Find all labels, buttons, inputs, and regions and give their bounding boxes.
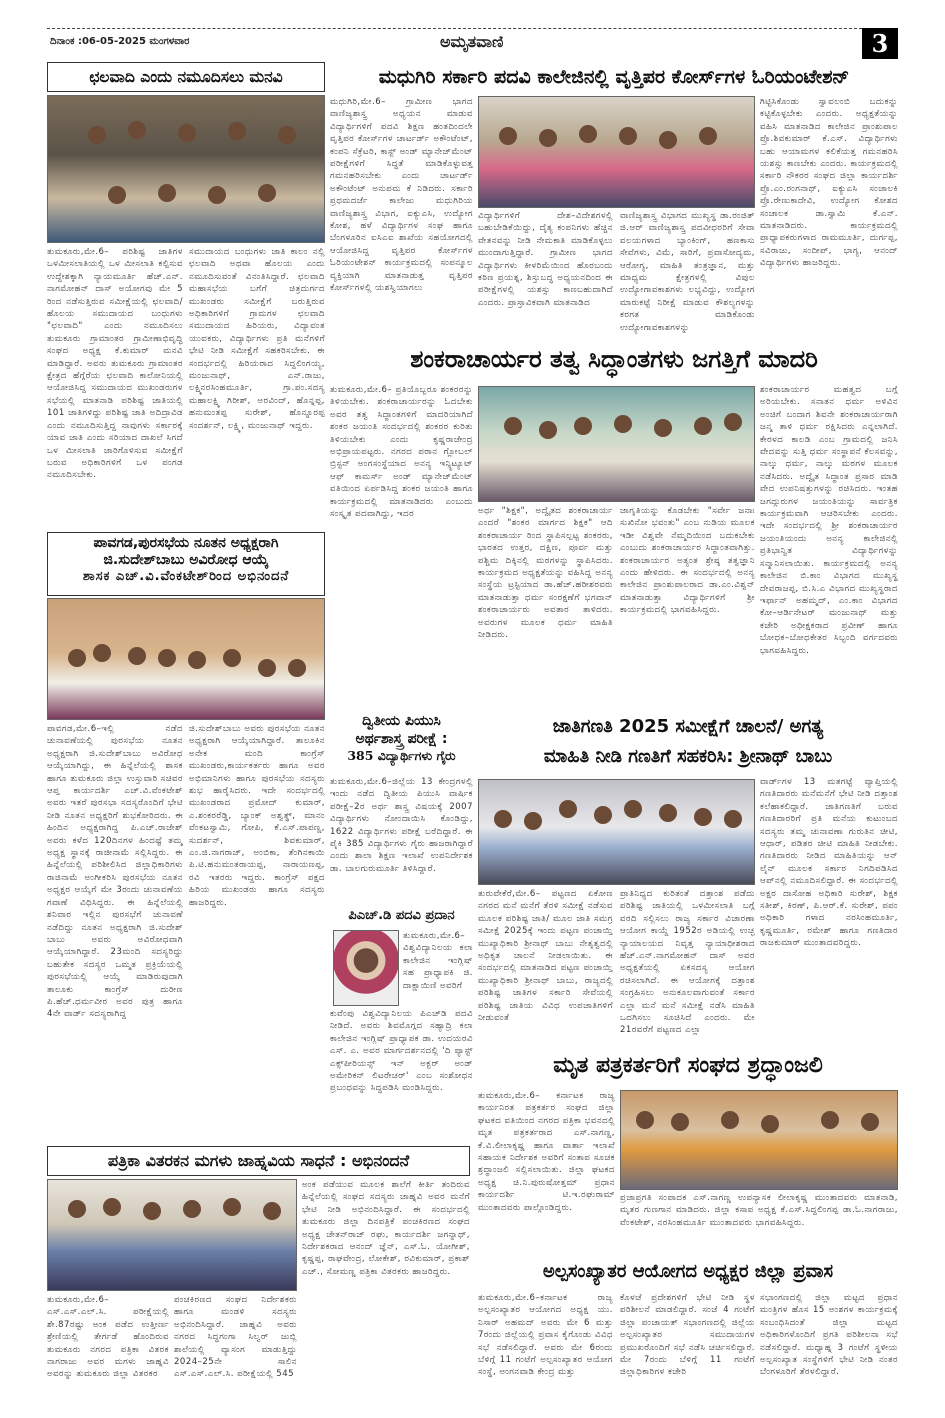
article-phd-side: ತುಮಕೂರು,ಮೇ.6– ವಿಶ್ವವಿದ್ಯಾನಿಲಯ ಕಲಾ ಕಾಲೇಜಿನ ಇಂಗ್ಲಿಷ್ ಸಹ ಪ್ರಾಧ್ಯಾಪಕಿ ಜಿ. ದಾಕ್ಷಾಯಿಣಿ ಅವರಿಗೆ bbox=[403, 931, 473, 991]
headline-chalavadi: ಛಲವಾದಿ ಎಂದು ನಮೂದಿಸಲು ಮನವಿ bbox=[47, 62, 325, 92]
article-pavagada-col2: ಜಿ.ಸುದೇಶ್‌ಬಾಬು ಅವರು ಪುರಸಭೆಯ ನೂತನ ಅಧ್ಯಕ್ಷರಾಗಿ ಆಯ್ಕೆಯಾಗಿದ್ದಾರೆ. ತಾಲೂಕಿನ ಅನೇಕ ಮಂದಿ ಕಾಂಗ್ರೆಸ್ ಮುಖಂಡರು,ಕಾರ್ಯಕರ್ತರು ಹಾಗೂ ಅವರ ಅಭಿಮಾನಿಗಳು ಹಾಗೂ ಪುರಸಭೆಯ ಸದಸ್ಯರು ಶುಭ ಹಾರೈಸಿದರು. ಇದೇ ಸಂದರ್ಭದಲ್ಲಿ ಮುಖಂಡರಾದ ಪ್ರಮೋದ್ ಕುಮಾರ್, ಎ.ಶಂಕರರೆಡ್ಡಿ, ಬ್ಯಾಂಕ್ ಅಶ್ವತ್ಥ್, ಮಾನಂ ವೆಂಕಟಸ್ವಾಮಿ, ಗೋಪಿ, ಕೆ.ಎಸ್.ಪಾಪಣ್ಣ, ಸುದರ್ಶನ್, ಶಿವಕುಮಾರ್, ಎಂ.ಜಿ.ನಾಗರಾಜ್, ಅಂಬಿಕಾ, ತೆಂಗಿನಕಾಯಿ ಪಿ.ಟಿ.ಹನುಮಂತರಾಯಪ್ಪ, ನಾರಾಯಣಪ್ಪ, ರವಿ ಇತರರು ಇದ್ದರು. ಕಾಂಗ್ರೆಸ್ ಪಕ್ಷದ ಹಿರಿಯ ಮುಖಂಡರು ಹಾಗೂ ಸದಸ್ಯರು ಹಾಜರಿದ್ದರು. bbox=[189, 724, 325, 908]
article-madhugiri-col1: ಮಧುಗಿರಿ,ಮೇ.6– ಗ್ರಾಮೀಣ ಭಾಗದ ವಾಣಿಜ್ಯಶಾಸ್ತ್ರ ಅಧ್ಯಯನ ಮಾಡುವ ವಿದ್ಯಾರ್ಥಿಗಳಿಗೆ ಪದವಿ ಶಿಕ್ಷಣ ಹಂತದಿಂದಲೇ ವೃತ್ತಿಪರ ಕೋರ್ಸ್‌ಗಳ ಚಾರ್ಟರ್ಡ್ ಅಕೌಂಟೆಂಟ್, ಕಂಪನಿ ಸೆಕ್ರೆಟರಿ, ಕಾಸ್ಟ್ ಅಂಡ್ ಮ್ಯಾನೇಜ್‌ಮೆಂಟ್ ಪರೀಕ್ಷೆಗಳಿಗೆ ಸಿದ್ಧತೆ ಮಾಡಿಕೊಳ್ಳುವತ್ತ ಗಮನಹರಿಸಬೇಕು ಎಂದು ಚಾರ್ಟರ್ಡ್ ಅಕೌಂಟೆಂಟ್ ಅನುಪಮ ಕೆ ನಿಡಿದರು. ಸರ್ಕಾರಿ ಪ್ರಥಮದರ್ಜೆ ಕಾಲೇಜು ಮಧುಗಿರಿಯ ವಾಣಿಜ್ಯಶಾಸ್ತ್ರ ವಿಭಾಗ, ಐಕ್ಯುಎಸಿ, ಉದ್ಯೋಗ ಕೋಶ, ಹಳೆ ವಿದ್ಯಾರ್ಥಿಗಳ ಸಂಘ ಹಾಗೂ ಬೆಂಗಳೂರಿನ ಐಸಿಎಐ ಶಾಖೆಯ ಸಹಯೋಗದಲ್ಲಿ ಆಯೋಜಿಸಿದ್ದ ವೃತ್ತಿಪರ ಕೋರ್ಸ್‌ಗಳ ಓರಿಯಂಟೇಶನ್ ಕಾರ್ಯಕ್ರಮದಲ್ಲಿ ಸಂಪನ್ಮೂಲ ವ್ಯಕ್ತಿಯಾಗಿ ಮಾತನಾಡುತ್ತ ವೃತ್ತಿಪರ ಕೋರ್ಸ್‌ಗಳಲ್ಲಿ ಯಶಸ್ವಿಯಾಗಲು bbox=[330, 97, 473, 294]
headline-janhavi: ಪತ್ರಿಕಾ ವಿತರಕನ ಮಗಳು ಜಾಹ್ನವಿಯ ಸಾಧನೆ : ಅಭಿನಂದನೆ bbox=[47, 1146, 470, 1176]
article-janhavi-col1: ತುಮಕೂರು,ಮೇ.6– ಎಸ್.ಎಸ್.ಎಲ್.ಸಿ. ಪರೀಕ್ಷೆಯಲ್ಲಿ ಶೇ.87ರಷ್ಟು ಅಂಕ ಪಡೆದ ಉತ್ತೀರ್ಣ ಶ್ರೇಣಿಯಲ್ಲಿ ತೇರ್ಗಡೆ ಹೊಂದಿರುವ ತುಮಕೂರು ನಗರದ ಪತ್ರಿಕಾ ವಿತರಕ ನಾಗರಾಜು ಅವರ ಮಗಳು ಜಾಹ್ನವಿ ಅವರನ್ನು ತುಮಕೂರು ಜಿಲ್ಲಾ ವಿತರಕರ bbox=[47, 1295, 169, 1380]
headline-pavagada-line3: ಶಾಸಕ ಎಚ್.ವಿ.ವೆಂಕಟೇಶ್‌ರಿಂದ ಅಭಿನಂದನೆ bbox=[82, 568, 290, 584]
article-janhavi-col3: ಅಂಕ ಪಡೆಯುವ ಮೂಲಕ ಶಾಲೆಗೆ ಕೀರ್ತಿ ತಂದಿರುವ ಹಿನ್ನೆಲೆಯಲ್ಲಿ ಸಂಘದ ಸದಸ್ಯರು ಜಾಹ್ನವಿ ಅವರ ಮನೆಗೆ ಭೇಟಿ ನೀಡಿ ಅಭಿನಂದಿಸಿದ್ದಾರೆ. ಈ ಸಂದರ್ಭದಲ್ಲಿ ತುಮಕೂರು ಜಿಲ್ಲಾ ದಿನಪತ್ರಿಕೆ ಪಂಚಕಿರಣದ ಸಂಘದ ಅಧ್ಯಕ್ಷ ಚೇತನ್‌ರಾಜ್ ರಘು, ಕಾರ್ಯದರ್ಶಿ ಜಗನ್ನಾಥ್, ನಿರ್ದೇಶಕರಾದ ಆನಂದ್ ಜ್ಞೆನ್, ಎಸ್.ಓ. ಯೋಗೀಶ್, ಕೃಷ್ಣಪ್ಪ, ರಾಘವೇಂದ್ರ, ಲೋಕೇಶ್, ರವಿಕುಮಾರ್, ಪ್ರಕಾಶ್ ಎಚ್., ಸೋಮಣ್ಣ ಪತ್ರಿಕಾ ವಿತರಕರು ಹಾಜರಿದ್ದರು. bbox=[302, 1180, 470, 1277]
article-tribute-caption: ಪ್ರಜಾಪ್ರಗತಿ ಸಂಪಾದಕ ಎಸ್.ನಾಗಣ್ಣ ಉಪನ್ಯಾಸಕ ಲೀಲಾಕೃಷ್ಣ ಮುಂತಾದವರು ಮಾತನಾಡಿ, ಮೃತರ ಗುಣಗಾನ ಮಾಡಿದರು. ಜಿಲ್ಲಾ ಕಸಾಪ ಅಧ್ಯಕ್ಷ ಕೆ.ಎಸ್.ಸಿದ್ದಲಿಂಗಪ್ಪ ಡಾ.ಓ.ನಾಗರಾಜು, ವೆಂಕಟೇಶ್, ನರಸಿಂಹಮೂರ್ತಿ ಮುಂತಾದವರು ಭಾಗವಹಿಸಿದ್ದರು. bbox=[620, 1193, 898, 1228]
article-chalavadi-col2: ಸಮುದಾಯದ ಬಂಧುಗಳು ಜಾತಿ ಕಾಲಂ ನಲ್ಲಿ ಛಲವಾದಿ ಅಥವಾ ಹೊಲಯ ಎಂದು ನಮೂದಿಸುವಂತೆ ವಿನಂತಿಸಿದ್ದಾರೆ. ಛಲವಾದಿ ಮಹಾಸಭೆಯ ಬಗೆಗೆ ಚಿತ್ರದುರ್ಗದ ಮುಖಂಡರು ಸಮೀಕ್ಷೆಗೆ ಬರುತ್ತಿರುವ ಅಧಿಕಾರಿಗಳಿಗೆ ಗ್ರಾಮಗಳ ಛಲವಾದಿ ಸಮುದಾಯದ ಹಿರಿಯರು, ವಿದ್ಯಾವಂತ ಯುವಕರು, ವಿದ್ಯಾರ್ಥಿಗಳು ಪ್ರತಿ ಮನೆಗಳಿಗೆ ಭೇಟಿ ನೀಡಿ ಸಮೀಕ್ಷೆಗೆ ಸಹಕರಿಸಬೇಕು. ಈ ಸಂದರ್ಭದಲ್ಲಿ ಹಿರಿಯರಾದ ಸಿದ್ದಲಿಂಗಯ್ಯ, ಮಂಜುನಾಥ್, ಎನ್.ರಾಜು, ಲಕ್ಷ್ಮಿನರಸಿಂಹಮೂರ್ತಿ, ಗ್ರಾ.ಪಂ.ಸದಸ್ಯ ಮಹಾಲಕ್ಷ್ಮಿ ಗಿರೀಶ್, ಅರವಿಂದ್, ಹೊನ್ನಪ್ಪ, ಹನುಮಂತಪ್ಪ ಸುರೇಶ್, ಹೊನ್ನೂರಪ್ಪ ಸಂದರ್ಶನ್, ಲಕ್ಷ್ಮಿ, ಮಂಜುನಾಥ್ ಇದ್ದರು. bbox=[189, 247, 325, 431]
headline-pavagada-line2: ಜಿ.ಸುದೇಶ್‌ಬಾಬು ಅವಿರೋಧ ಆಯ್ಕೆ bbox=[103, 551, 269, 568]
article-shankara-col1: ತುಮಕೂರು,ಮೇ.6– ಪ್ರತಿಯೊಬ್ಬರೂ ಶಂಕರರನ್ನು ತಿಳಿಯಬೇಕು. ಶಂಕರಾಚಾರ್ಯರನ್ನು ಓದಬೇಕು ಅವರ ತತ್ವ ಸಿದ್ಧಾಂತಗಳಿಗೆ ಮಾದರಿಯಾಗಿದೆ ಶಂಕರ ಜಯಂತಿ ಸಂದರ್ಭದಲ್ಲಿ ಶಂಕರರ ಕುರಿತು ತಿಳಿಯಬೇಕು ಎಂದು ಕೃಷ್ಣರಾಜೇಂದ್ರ ಅಭಿಪ್ರಾಯಪಟ್ಟರು. ನಗರದ ಪರಾನ ಗ್ಲೋಬಲ್ ಬ್ರಿಸ್ಟನ್ ಅಂಗಸಂಸ್ಥೆಯಾದ ಅನನ್ಯ ಇನ್ಸ್ಟಿಟ್ಯೂಟ್ ಆಫ್ ಕಾಮರ್ಸ್ ಅಂಡ್ ಮ್ಯಾನೇಜ್‌ಮೆಂಟ್ ವತಿಯಿಂದ ಏರ್ಪಡಿಸಿದ್ದ ಶಂಕರ ಜಯಂತಿ ಹಾಗೂ ಕಾರ್ಯಕ್ರಮದಲ್ಲಿ ಮಾತನಾಡಿದರು ಎಂಬುದು ಸಂಸ್ಕೃತ ಪದವಾಗಿದ್ದು, ಇದರ bbox=[330, 385, 473, 520]
article-minority-col1: ತುಮಕೂರು,ಮೇ.6–ಕರ್ನಾಟಕ ರಾಜ್ಯ ಅಲ್ಪಸಂಖ್ಯಾತರ ಆಯೋಗದ ಅಧ್ಯಕ್ಷ ಯು. ನಿಸಾರ್ ಅಹಮದ್ ಅವರು ಮೇ 6 ಮತ್ತು 7ರಂದು ಜಿಲ್ಲೆಯಲ್ಲಿ ಪ್ರವಾಸ ಕೈಗೊಂಡು ವಿವಿಧ ಸಭೆ ನಡೆಸಲಿದ್ದಾರೆ. ಅವರು ಮೇ 6ರಂದು ಬೆಳಿಗ್ಗೆ 11 ಗಂಟೆಗೆ ಅಲ್ಪಸಂಖ್ಯಾತರ ಆಯೋಗ ಸಂಸ್ಥೆ, ಅಂಗನವಾಡಿ ಕೇಂದ್ರ ಮತ್ತು bbox=[478, 1293, 613, 1378]
headline-minority-commission: ಅಲ್ಪಸಂಖ್ಯಾತರ ಆಯೋಗದ ಅಧ್ಯಕ್ಷರ ಜಿಲ್ಲಾ ಪ್ರವಾಸ bbox=[542, 1261, 834, 1282]
article-shankara-col4: ಶಂಕರಾಚಾರ್ಯರ ಮಹತ್ವದ ಬಗ್ಗೆ ಅರಿಯಬೇಕು. ಸನಾತನ ಧರ್ಮ ಅಳಿವಿನ ಅಂಚಿಗೆ ಬಂದಾಗ ಶಿವನೇ ಶಂಕರಾಚಾರ್ಯರಾಗಿ ಜನ್ಮ ತಾಳಿ ಧರ್ಮ ರಕ್ಷಿಸಿದರು ಎನ್ನಲಾಗಿದೆ. ಕೇರಳದ ಕಾಲಡಿ ಎಂಬ ಗ್ರಾಮದಲ್ಲಿ ಜನಿಸಿ ವೇದವನ್ನು ಸುತ್ತಿ ಧರ್ಮ ಸಂಸ್ಥಾಪನೆ ಕೆಲಸವನ್ನು, ನಾಲ್ಕು ಧರ್ಮ, ನಾಲ್ಕು ಮಠಗಳ ಮೂಲಕ ನಡೆಸಿದರು. ಅದ್ವೈತ ಸಿದ್ಧಾಂತ ಪ್ರಸಾರ ಮಾಡಿ ವೇದ ಉಪನಿಷತ್ತುಗಳನ್ನು ರಚಿಸಿದರು. ಇಂತಹ ಜಗದ್ಗುರುಗಳ ಜಯಂತಿಯನ್ನು ಸಾರ್ವತ್ರಿಕ ಕಾರ್ಯಕ್ರಮವಾಗಿ ಆಚರಿಸಬೇಕು ಎಂದರು. ಇದೇ ಸಂದರ್ಭದಲ್ಲಿ ಶ್ರೀ ಶಂಕರಾಚಾರ್ಯರ ಜಯಂತಿಯಂದು ಅನನ್ಯ ಕಾಲೇಜಿನಲ್ಲಿ ಪ್ರತಿಭಾನ್ವಿತ ವಿದ್ಯಾರ್ಥಿಗಳನ್ನು ಸನ್ಮಾನಿಸಲಾಯಿತು. ಕಾರ್ಯಕ್ರಮದಲ್ಲಿ ಅನನ್ಯ ಕಾಲೇಜಿನ ಬಿ.ಕಾಂ ವಿಭಾಗದ ಮುಖ್ಯಸ್ಥ ದೇವರಾಜಪ್ಪ, ಬಿ.ಸಿ.ಎ ವಿಭಾಗದ ಮುಖ್ಯಸ್ಥರಾದ ಇರ್ಫಾನ್ ಅಹಮ್ಮದ್, ಎಂ.ಕಾಂ ವಿಭಾಗದ ಕೋ–ಆರ್ಡಿನೇಟರ್ ಮಂಜುನಾಥ್ ಮತ್ತು ಕಚೇರಿ ಅಧೀಕ್ಷಕರಾದ ಪ್ರವೀಣ್ ಹಾಗೂ ಬೋಧಕ–ಬೋಧಕೇತರ ಸಿಬ್ಬಂದಿ ವರ್ಗದವರು ಭಾಗವಹಿಸಿದ್ದರು. bbox=[760, 385, 898, 656]
article-census-col1: ತುರುವೇಕೆರೆ,ಮೇ.6– ಪಟ್ಟಣದ ಏಕೋಣ ನಗರದ ಮನೆ ಮನೆಗೆ ತೆರಳಿ ಸಮೀಕ್ಷೆ ನಡೆಸುವ ಮೂಲಕ ಪರಿಶಿಷ್ಟ ಜಾತಿ/ ಮೂಲ ಜಾತಿ ಸಮಗ್ರ ಸಮೀಕ್ಷೆ 2025ಕ್ಕೆ ಇಂದು ಪಟ್ಟಣ ಪಂಚಾಯ್ತಿ ಮುಖ್ಯಾಧಿಕಾರಿ ಶ್ರೀನಾಥ್ ಬಾಬು ನೇತೃತ್ವದಲ್ಲಿ ಅಧಿಕೃತ ಚಾಲನೆ ನೀಡಲಾಯಿತು. ಈ ಸಂದರ್ಭದಲ್ಲಿ ಮಾತನಾಡಿದ ಪಟ್ಟಣ ಪಂಚಾಯ್ತಿ ಮುಖ್ಯಾಧಿಕಾರಿ ಶ್ರೀನಾಥ್ ಬಾಬು, ರಾಜ್ಯದಲ್ಲಿ ಪರಿಶಿಷ್ಟ ಜಾತಿಗಳ ಸರ್ಕಾರಿ ಸೇವೆಯಲ್ಲಿ ಪರಿಶಿಷ್ಟ ಜಾತಿಯ ವಿವಿಧ ಉಪಜಾತಿಗಳಿಗೆ ನೀಡುವಂತೆ bbox=[478, 889, 613, 1024]
photo-pavagada-felicitation bbox=[47, 598, 325, 720]
article-puc-body: ತುಮಕೂರು,ಮೇ.6–ಜಿಲ್ಲೆಯ 13 ಕೇಂದ್ರಗಳಲ್ಲಿ ಇಂದು ನಡೆದ ದ್ವಿತೀಯ ಪಿಯುಸಿ ವಾರ್ಷಿಕ ಪರೀಕ್ಷೆ–2ರ ಅರ್ಥ ಶಾಸ್ತ್ರ ವಿಷಯಕ್ಕೆ 2007 ವಿದ್ಯಾರ್ಥಿಗಳು ನೋಂದಾಯಿಸಿ ಕೊಂಡಿದ್ದು, 1622 ವಿದ್ಯಾರ್ಥಿಗಳು ಪರೀಕ್ಷೆ ಬರೆದಿದ್ದಾರೆ. ಈ ಪೈಕಿ 385 ವಿದ್ಯಾರ್ಥಿಗಳು ಗೈರು ಹಾಜರಾಗಿದ್ದಾರೆ ಎಂದು ಶಾಲಾ ಶಿಕ್ಷಣ ಇಲಾಖೆ ಉಪನಿರ್ದೇಶಕ ಡಾ. ಬಾಲಗುರುಮೂರ್ತಿ ತಿಳಿಸಿದ್ದಾರೆ. bbox=[330, 777, 473, 874]
headline-puc-line3: 385 ವಿದ್ಯಾರ್ಥಿಗಳು ಗೈರು bbox=[347, 748, 456, 764]
photo-madhugiri-orientation bbox=[478, 96, 755, 208]
article-shankara-col2: ಅರ್ಥ "ಶಿಕ್ಷಕ", ಅದ್ವೈತದ ಶಂಕರಾಚಾರ್ಯ ಎಂದರೆ "ಶಂಕರ ಮಾರ್ಗದ ಶಿಕ್ಷಕ" ಆದಿ ಶಂಕರಾಚಾರ್ಯ ರಿಂದ ಸ್ಥಾಪಿಸಲ್ಪಟ್ಟ ಶಂಕರರು, ಭಾರತದ ಉತ್ತರ, ದಕ್ಷಿಣ, ಪೂರ್ವ ಮತ್ತು ಪಶ್ಚಿಮ ದಿಕ್ಕಿನಲ್ಲಿ ಮಠಗಳನ್ನು ಸ್ಥಾಪಿಸಿದರು. ಕಾರ್ಯಕ್ರಮದ ಅಧ್ಯಕ್ಷತೆಯನ್ನು ವಹಿಸಿದ್ದ ಅನನ್ಯ ಸಂಸ್ಥೆಯ ಟ್ರಸ್ಟಿಯಾದ ಡಾ.ಹೆಚ್.ಹರೀಶರವರು ಮಾತನಾಡುತ್ತಾ ಧರ್ಮ ಸಂರಕ್ಷಣೆಗೆ ಭಗವಾನ್ ಶಂಕರಾಚಾರ್ಯರು ಅವತಾರ ತಾಳಿದರು. ಅವರುಗಳ ಮೂಲಕ ಧರ್ಮ ಮಾಹಿತಿ ನೀಡಿದರು. bbox=[478, 506, 613, 641]
article-madhugiri-col2: ವಿದ್ಯಾರ್ಥಿಗಳಿಗೆ ದೇಶ–ವಿದೇಶಗಳಲ್ಲಿ ಬಹುಬೇಡಿಕೆಯಿದ್ದು, ದೈತ್ಯ ಕಂಪನಿಗಳು ಹೆಚ್ಚಿನ ವೇತನವನ್ನು ನೀಡಿ ನೇಮಕಾತಿ ಮಾಡಿಕೊಳ್ಳಲು ಮುಂದಾಗುತ್ತಿದ್ದಾರೆ. ಗ್ರಾಮೀಣ ಭಾಗದ ವಿದ್ಯಾರ್ಥಿಗಳು ಕೀಳರಿಮೆಯಿಂದ ಹೊರಬಂದು ಕಠಿಣ ಪ್ರಯತ್ನ, ಶಿಸ್ತುಬದ್ಧ ಅಧ್ಯಯನದಿಂದ ಈ ಪರೀಕ್ಷೆಗಳಲ್ಲಿ ಯಶಸ್ಸು ಕಾಣಬಹುದಾಗಿದೆ ಎಂದರು. ಪ್ರಾಸ್ತಾವಿಕವಾಗಿ ಮಾತನಾಡಿದ bbox=[478, 211, 613, 308]
article-tribute-body: ತುಮಕೂರು,ಮೇ.6– ಕರ್ನಾಟಕ ರಾಜ್ಯ ಕಾರ್ಯನಿರತ ಪತ್ರಕರ್ತರ ಸಂಘದ ಜಿಲ್ಲಾ ಘಟಕದ ವತಿಯಿಂದ ನಗರದ ಪತ್ರಿಕಾ ಭವನದಲ್ಲಿ ಮೃತ ಪತ್ರಕರ್ತರಾದ ಎಸ್.ನಾಗಣ್ಣ, ಕೆ.ವಿ.ಲೀಲಾಕೃಷ್ಣ ಹಾಗೂ ವಾರ್ತಾ ಇಲಾಖೆ ಸಹಾಯಕ ನಿರ್ದೇಶಕ ಅವರಿಗೆ ಸಂತಾಪ ಸೂಚಕ ಶ್ರದ್ಧಾಂಜಲಿ ಸಲ್ಲಿಸಲಾಯಿತು. ಜಿಲ್ಲಾ ಘಟಕದ ಅಧ್ಯಕ್ಷ ಚಿ.ನಿ.ಪುರುಷೋತ್ತಮ್ ಪ್ರಧಾನ ಕಾರ್ಯದರ್ಶಿ ಟಿ.ಇ.ರಘುರಾಮ್ ಮುಂತಾದವರು ಪಾಲ್ಗೊಂಡಿದ್ದರು. bbox=[478, 1091, 615, 1213]
headline-caste-census bbox=[478, 712, 898, 772]
headline-puc-exam bbox=[330, 712, 473, 765]
article-janhavi-col2: ಪಂಚಕಿರಣದ ಸಂಘದ ನಿರ್ದೇಶಕರು ಹಾಗೂ ಮಂಡಳಿ ಸದಸ್ಯರು ಅಭಿನಂದಿಸಿದ್ದಾರೆ. ಜಾಹ್ನವಿ ಅವರು ನಗರದ ಸಿದ್ಧಗಂಗಾ ಸಿಲ್ವರ್ ಜುಬ್ಲಿ ಶಾಲೆಯಲ್ಲಿ ವ್ಯಾಸಂಗ ಮಾಡುತ್ತಿದ್ದು 2024–25ನೇ ಸಾಲಿನ ಎಸ್.ಎಸ್.ಎಲ್.ಸಿ. ಪರೀಕ್ಷೆಯಲ್ಲಿ 545 bbox=[174, 1295, 297, 1380]
headline-madhugiri: ಮಧುಗಿರಿ ಸರ್ಕಾರಿ ಪದವಿ ಕಾಲೇಜಿನಲ್ಲಿ ವೃತ್ತಿಪರ ಕೋರ್ಸ್‌ಗಳ ಓರಿಯಂಟೇಶನ್ bbox=[378, 66, 850, 88]
photo-chalavadi-meeting bbox=[47, 95, 325, 243]
article-madhugiri-col4: ಗಿಟ್ಟಿಸಿಕೊಂಡು ಸ್ವಾವಲಂಬಿ ಬದುಕನ್ನು ಕಟ್ಟಿಕೊಳ್ಳಬೇಕು ಎಂದರು. ಅಧ್ಯಕ್ಷತೆಯನ್ನು ವಹಿಸಿ ಮಾತನಾಡಿದ ಕಾಲೇಜಿನ ಪ್ರಾಂಶುಪಾಲ ಪ್ರೊ.ಶಿವಕುಮಾರ್ ಕೆ.ಎಸ್. ವಿದ್ಯಾರ್ಥಿಗಳು ಬಹು ಆಯಾಮಗಳ ಕಲಿಕೆಯತ್ತ ಗಮನಹರಿಸಿ ಯಶಸ್ಸು ಕಾಣಬೇಕು ಎಂದರು. ಕಾರ್ಯಕ್ರಮದಲ್ಲಿ ಸರ್ಕಾರಿ ನೌಕರರ ಸಂಘದ ಜಿಲ್ಲಾ ಕಾರ್ಯದರ್ಶಿ ಪ್ರೊ.ಎಂ.ರಂಗನಾಥ್, ಐಕ್ಯುಎಸಿ ಸಂಚಾಲಕಿ ಪ್ರೊ.ರೇಣುಕಾದೇವಿ, ಉದ್ಯೋಗ ಕೋಶದ ಸಂಚಾಲಕ ಡಾ.ಸ್ವಾಮಿ ಕೆ.ಎನ್. ಮಾತನಾಡಿದರು. ಕಾರ್ಯಕ್ರಮದಲ್ಲಿ ಪ್ರಾಧ್ಯಾಪಕರುಗಳಾದ ರಾಮಮೂರ್ತಿ, ದುರ್ಗಪ್ಪ, ಸವಿರಾಜು, ಸಂದೀಪ್, ಭಾಗ್ಯ, ಆನಂದ್ ವಿದ್ಯಾರ್ಥಿಗಳು ಹಾಜರಿದ್ದರು. bbox=[760, 97, 898, 269]
headline-census-line1: ಜಾತಿಗಣತಿ 2025 ಸಮೀಕ್ಷೆಗೆ ಚಾಲನೆ/ ಅಗತ್ಯ bbox=[552, 716, 824, 737]
headline-puc-line1: ದ್ವಿತೀಯ ಪಿಯುಸಿ bbox=[362, 713, 441, 729]
photo-tribute bbox=[620, 1090, 898, 1190]
photo-shankara-jayanti bbox=[478, 386, 755, 502]
article-census-col3: ವಾರ್ಡ್‌ಗಳ 13 ಮತಗಟ್ಟೆ ವ್ಯಾಪ್ತಿಯಲ್ಲಿ ಗಣತಿದಾರರು ಮನೆಮನೆಗೆ ಭೇಟಿ ನೀಡಿ ದತ್ತಾಂಶ ಕಲೆಹಾಕಲಿದ್ದಾರೆ. ಜಾತಿಗಣತಿಗೆ ಬರುವ ಗಣತಿದಾರರಿಗೆ ಪ್ರತಿ ಮನೆಯ ಕುಟುಂಬದ ಸದಸ್ಯರು ತಮ್ಮ ಚುನಾವಣಾ ಗುರುತಿನ ಚೀಟಿ, ಆಧಾರ್, ಪಡಿತರ ಚೀಟಿ ಮಾಹಿತಿ ನೀಡಬೇಕು. ಗಣತಿದಾರರು ನೀಡಿದ ಮಾಹಿತಿಯನ್ನು ಆನ್ ಲೈನ್ ಮೂಲಕ ಸರ್ಕಾರ ನಿಗದಿಪಡಿಸಿದ ಆಪ್‌ನಲ್ಲಿ ನಮೂದಿಸಲಿದ್ದಾರೆ. ಈ ಸಂದರ್ಭದಲ್ಲಿ ಅಕ್ಷರ ದಾಸೋಹ ಅಧಿಕಾರಿ ಸುರೇಶ್, ಶಿಕ್ಷಕ ಸತೀಶ್, ಕಿರಣ್, ಪಿ.ಆರ್.ಕೆ. ಸುರೇಶ್, ಪಪಂ ಅಧಿಕಾರಿ ಗಳಾದ ನರಸಿಂಹಮೂರ್ತಿ, ಕೃಷ್ಣಮೂರ್ತಿ, ರಮೇಶ್ ಹಾಗೂ ಗಣತಿದಾರ ರಾಜಕುಮಾರ್ ಮುಂತಾದವರಿದ್ದರು. bbox=[760, 777, 898, 949]
headline-census-line2: ಮಾಹಿತಿ ನೀಡಿ ಗಣತಿಗೆ ಸಹಕರಿಸಿ: ಶ್ರೀನಾಥ್ ಬಾಬು bbox=[543, 746, 833, 767]
masthead: ಅಮೃತವಾಣಿ bbox=[440, 32, 504, 51]
photo-dakshayini-portrait bbox=[333, 930, 399, 1006]
article-pavagada-col1: ಪಾವಗಡ,ಮೇ.6–ಇಲ್ಲಿ ನಡೆದ ಚುನಾವಣೆಯಲ್ಲಿ ಪುರಸಭೆಯ ನೂತನ ಅಧ್ಯಕ್ಷರಾಗಿ ಜಿ.ಸುದೇಶ್‌ಬಾಬು ಅವಿರೋಧ ಆಯ್ಕೆಯಾಗಿದ್ದು, ಈ ಹಿನ್ನೆಲೆಯಲ್ಲಿ ಶಾಸಕ ಹಾಗೂ ತುಮಕೂರು ಜಿಲ್ಲಾ ಉಸ್ತುವಾರಿ ಸಚಿವರ ಆಪ್ತ ಕಾರ್ಯದರ್ಶಿ ಎಚ್.ವಿ.ವೆಂಕಟೇಶ್ ಅವರು ಇತರೆ ಪುರಸಭಾ ಸದಸ್ಯರೊಂದಿಗೆ ಭೇಟಿ ನೀಡಿ ನೂತನ ಅಧ್ಯಕ್ಷರಿಗೆ ಶುಭಕೋರಿದರು. ಈ ಹಿಂದಿನ ಅಧ್ಯಕ್ಷರಾಗಿದ್ದ ಪಿ.ಎಚ್.ರಾಜೇಶ್ ಅವರು ಕಳೆದ 120ದಿನಗಳ ಹಿಂದಷ್ಟೆ ತಮ್ಮ ಅಧ್ಯಕ್ಷ ಸ್ಥಾನಕ್ಕೆ ರಾಜೀನಾಮೆ ಸಲ್ಲಿಸಿದ್ದರು. ಈ ಹಿನ್ನೆಲೆಯಲ್ಲಿ ಪರಿಶೀಲಿಸಿದ ಜಿಲ್ಲಾಧಿಕಾರಿಗಳು ರಾಜಿನಾಮೆ ಅಂಗೀಕರಿಸಿ ಪುರಸಭೆಯ ನೂತನ ಅಧ್ಯಕ್ಷರ ಆಯ್ಕೆಗೆ ಮೇ 3ರಂದು ಚುನಾವಣೆಯ ಗವಾಣೆ ವಿಧಿಸಿದ್ದರು. ಈ ಹಿನ್ನೆಲೆಯಲ್ಲಿ ಶನಿವಾರ ಇಲ್ಲಿನ ಪುರಸಭೆಗೆ ಚುನಾವಣೆ ನಡೆದಿದ್ದು ನೂತನ ಅಧ್ಯಕ್ಷರಾಗಿ ಜಿ.ಸುದೇಶ್ ಬಾಬು ಅವರು ಅವಿರೋಧವಾಗಿ ಆಯ್ಕೆಯಾಗಿದ್ದಾರೆ. 23ಮಂದಿ ಸದಸ್ಯರಿದ್ದು ಬಹುತೇಕ ಸದಸ್ಯರ ಒಮ್ಮತ ಪ್ರಕ್ರಿಯೆಯಲ್ಲಿ ಪುರಸಭೆಯಲ್ಲಿ ಆಯ್ಕೆ ಮಾಡಿರುವುದಾಗಿ ತಾಲೂಕು ಕಾಂಗ್ರೆಸ್ ದುರೀಣ ಪಿ.ಹೆಚ್.ಧರ್ಮವೀರ ಅವರ ಪುತ್ರ ಹಾಗೂ 4ನೇ ವಾರ್ಡ್ ಸದಸ್ಯರಾಗಿದ್ದ bbox=[47, 724, 183, 1020]
headline-box-pavagada bbox=[47, 532, 325, 596]
photo-janhavi bbox=[47, 1179, 297, 1291]
article-chalavadi-col1: ತುಮಕೂರು,ಮೇ.6– ಪರಿಶಿಷ್ಟ ಜಾತಿಗಳ ಒಳಮೀಸಲಾತಿಯಲ್ಲಿ ಒಳ ಮೀಸಲಾತಿ ಕಲ್ಪಿಸುವ ಉದ್ದೇಶಕ್ಕಾಗಿ ನ್ಯಾಯಮೂರ್ತಿ ಹೆಚ್.ಎನ್. ನಾಗಮೋಹನ್ ದಾಸ್ ಅಯೋಗವು ಮೇ 5 ರಿಂದ ನಡೆಸುತ್ತಿರುವ ಸಮೀಕ್ಷೆಯಲ್ಲಿ ಛಲವಾದಿ/ ಹೊಲಯ ಸಮುದಾಯದ ಬಂಧುಗಳು "ಛಲವಾದಿ" ಎಂದು ನಮೂದಿಸಲು ತುಮಕೂರು ಗ್ರಾಮಾಂತರ ಗ್ರಾಮೀಣಾಭಿವೃದ್ಧಿ ಸಂಘದ ಅಧ್ಯಕ್ಷ ಕೆ.ಕುಮಾರ್ ಮನವಿ ಮಾಡಿದ್ದಾರೆ. ಅವರು ತುಮಕೂರು ಗ್ರಾಮಾಂತರ ಕ್ಷೇತ್ರದ ಹೆಗ್ಗೆರೆಯ ಛಲವಾದಿ ಕಾಲೋನಿಯಲ್ಲಿ ಆಯೋಜಿಸಿದ್ದ ಸಮುದಾಯದ ಮುಖಂಡರುಗಳ ಸಭೆಯಲ್ಲಿ ಮಾತನಾಡಿ ಪರಿಶಿಷ್ಟ ಜಾತಿಯಲ್ಲಿ 101 ಜಾತಿಗಳಿದ್ದು ಪರಿಶಿಷ್ಟ ಜಾತಿ ಅದಿದ್ರಾವಿಡ ಎಂದು ನಮೂದಿಸುತ್ತಿದ್ದ ನಾವುಗಳು ಸರ್ಕಾರಕ್ಕೆ ಯಾವ ಜಾತಿ ಎಂದು ಸರಿಯಾದ ದಾಖಲೆ ಸಿಗದೆ ಒಳ ಮೀಸಲಾತಿ ಜಾರಿಗೊಳಿಸುವ ಸಮೀಕ್ಷೆಗೆ ಬರುವ ಅಧಿಕಾರಿಗಳಿಗೆ ಒಳ ಪಂಗಡ ನಮೂದಿಸಬೇಕು. bbox=[47, 247, 183, 481]
headline-phd: ಪಿಎಚ್.ಡಿ ಪದವಿ ಪ್ರದಾನ bbox=[348, 908, 455, 923]
issue-date: ದಿನಾಂಕ :06-05-2025 ಮಂಗಳವಾರ bbox=[50, 36, 190, 47]
header-rule bbox=[47, 28, 862, 29]
photo-census-launch bbox=[478, 779, 755, 885]
headline-journalists-tribute: ಮೃತ ಪತ್ರಕರ್ತರಿಗೆ ಸಂಘದ ಶ್ರದ್ಧಾಂಜಲಿ bbox=[553, 1053, 823, 1078]
article-shankara-col3: ಜಾಗೃತಿಯನ್ನು ಕೊಡಬೇಕು "ಸರ್ವೇ ಜನಾಃ ಸುಖಿನೋ ಭವಂತು" ಎಂಬ ನುಡಿಯ ಮೂಲಕ ಇಡೀ ವಿಶ್ವವೇ ನೆಮ್ಮದಿಯಿಂದ ಬದುಕಬೇಕು ಎಂಬುದು ಶಂಕರಾಚಾರ್ಯರ ಸಿದ್ಧಾಂತವಾಗಿತ್ತು. ಶಂಕರಾಚಾರ್ಯರ ಅತ್ಯಂತ ಶ್ರೇಷ್ಠ ತತ್ವಜ್ಞಾನಿ ಎಂದು ಹೇಳಿದರು. ಈ ಸಂದರ್ಭದಲ್ಲಿ ಅನನ್ಯ ಕಾಲೇಜಿನ ಪ್ರಾಂಶುಪಾಲರಾದ ಡಾ.ಎಂ.ವಿಶ್ವನ್ ಮಾತನಾಡುತ್ತಾ ವಿದ್ಯಾರ್ಥಿಗಳಿಗೆ ಶ್ರೀ ಕಾರ್ಯಕ್ರಮದಲ್ಲಿ ಭಾಗವಹಿಸಿದ್ದರು. bbox=[620, 506, 755, 616]
page-number: 3 bbox=[862, 28, 898, 59]
article-madhugiri-col3: ವಾಣಿಜ್ಯಶಾಸ್ತ್ರ ವಿಭಾಗದ ಮುಖ್ಯಸ್ಥ ಡಾ.ರಂಜಿತ್ ಜಿ.ಆರ್ ವಾಣಿಜ್ಯಶಾಸ್ತ್ರ ಪದವೀಧರರಿಗೆ ಸೇವಾ ವಲಯಗಳಾದ ಬ್ಯಾಂಕಿಂಗ್, ಹಣಕಾಸು ಸೇವೆಗಳು, ವಿಮೆ, ಸಾರಿಗೆ, ಪ್ರವಾಸೋದ್ಯಮ, ಆರೋಗ್ಯ, ಮಾಹಿತಿ ತಂತ್ರಜ್ಞಾನ, ಮತ್ತು ಮಾಧ್ಯಮ ಕ್ಷೇತ್ರಗಳಲ್ಲಿ ವಿಪುಲ ಉದ್ಯೋಗಾವಕಾಶಗಳು ಲಭ್ಯವಿದ್ದು, ಉದ್ಯೋಗ ಮಾರುಕಟ್ಟೆ ನಿರೀಕ್ಷೆ ಮಾಡುವ ಕೌಶಲ್ಯಗಳನ್ನು ಕರಗತ ಮಾಡಿಕೊಂಡು ಉದ್ಯೋಗಾವಕಾಶಗಳನ್ನು bbox=[620, 211, 755, 333]
headline-pavagada-line1: ಪಾವಗಡ,ಪುರಸಭೆಯ ನೂತನ ಅಧ್ಯಕ್ಷರಾಗಿ bbox=[93, 535, 279, 551]
article-minority-col2: ಕೊಳಚೆ ಪ್ರದೇಶಗಳಿಗೆ ಭೇಟಿ ನೀಡಿ ಸ್ಥಳ ಪರಿಶೀಲನೆ ಮಾಡಲಿದ್ದಾರೆ. ಸಂಜೆ 4 ಗಂಟೆಗೆ ಜಿಲ್ಲಾ ಪಂಚಾಯತ್ ಸಭಾಂಗಣದಲ್ಲಿ ಜಿಲ್ಲೆಯ ಅಲ್ಪಸಂಖ್ಯಾತರ ಸಮುದಾಯಗಳ ಪ್ರಮುಖರೊಂದಿಗೆ ಸಭೆ ನಡೆಸಿ ಚರ್ಚಿಸಲಿದ್ದಾರೆ. ಮೇ 7ರಂದು ಬೆಳಿಗ್ಗೆ 11 ಗಂಟೆಗೆ ಜಿಲ್ಲಾಧಿಕಾರಿಗಳ ಕಚೇರಿ bbox=[620, 1293, 755, 1378]
article-minority-col3: ಸಭಾಂಗಣದಲ್ಲಿ ಜಿಲ್ಲಾ ಮಟ್ಟದ ಪ್ರಧಾನ ಮಂತ್ರಿಗಳ ಹೊಸ 15 ಅಂಶಗಳ ಕಾರ್ಯಕ್ರಮಕ್ಕೆ ಸಂಬಂಧಿಸಿದಂತೆ ಜಿಲ್ಲಾ ಮಟ್ಟದ ಅಧಿಕಾರಿಗಳೊಂದಿಗೆ ಪ್ರಗತಿ ಪರಿಶೀಲನಾ ಸಭೆ ನಡೆಸಲಿದ್ದಾರೆ. ಮಧ್ಯಾಹ್ನ 3 ಗಂಟೆಗೆ ಸ್ಥಳೀಯ ಅಲ್ಪಸಂಖ್ಯಾತ ಸಂಸ್ಥೆಗಳಿಗೆ ಭೇಟಿ ನೀಡಿ ನಂತರ ಬೆಂಗಳೂರಿಗೆ ತೆರಳಲಿದ್ದಾರೆ. bbox=[760, 1293, 898, 1378]
article-census-col2: ಪ್ರಾತಿನಿಧ್ಯದ ಕುರಿತಂತೆ ದತ್ತಾಂಶ ಪಡೆದು ಪರಿಶಿಷ್ಟ ಜಾತಿಯಲ್ಲಿ ಒಳಮೀಸಲಾತಿ ಬಗ್ಗೆ ವರದಿ ಸಲ್ಲಿಸಲು ರಾಜ್ಯ ಸರ್ಕಾರ ವಿಚಾರಣಾ ಆಯೋಗ ಕಾಯ್ದೆ 1952ರ ಅಡಿಯಲ್ಲಿ ಉಚ್ಛ ನ್ಯಾಯಾಲಯದ ನಿವೃತ್ತ ನ್ಯಾಯಾಧೀಶರಾದ ಹೆಚ್.ಎನ್.ನಾಗಮೋಹನ್ ದಾಸ್ ಅವರ ಅಧ್ಯಕ್ಷತೆಯಲ್ಲಿ ಏಕಸದಸ್ಯ ಆಯೋಗ ರಚಿಸಲಾಗಿದೆ. ಈ ಆಯೋಗಕ್ಕೆ ದತ್ತಾಂಶ ಸಂಗ್ರಹಿಸಲು ಅನುಕೂಲವಾಗುವಂತೆ ಸರ್ಕಾರ ಎಲ್ಲಾ ಮನೆ ಮನೆ ಸಮೀಕ್ಷೆ ನಡೆಸಿ ಮಾಹಿತಿ ಒದಗಿಸಲು ಸೂಚಿಸಿದೆ ಎಂದರು. ಮೇ 21ರವರೆಗೆ ಪಟ್ಟಣದ ಎಲ್ಲಾ bbox=[620, 889, 755, 1036]
headline-shankaracharya: ಶಂಕರಾಚಾರ್ಯರ ತತ್ವ ಸಿದ್ಧಾಂತಗಳು ಜಗತ್ತಿಗೆ ಮಾದರಿ bbox=[410, 345, 818, 373]
headline-puc-line2: ಅರ್ಥಶಾಸ್ತ್ರ ಪರೀಕ್ಷೆ : bbox=[355, 731, 448, 748]
article-phd-body: ಕುವೆಂಪು ವಿಶ್ವವಿದ್ಯಾನಿಲಯ ಪಿಎಚ್‌ಡಿ ಪದವಿ ನೀಡಿದೆ. ಅವರು ಶಿವಮೊಗ್ಗದ ಸಹ್ಯಾದ್ರಿ ಕಲಾ ಕಾಲೇಜಿನ ಇಂಗ್ಲಿಷ್ ಪ್ರಾಧ್ಯಾಪಕ ಡಾ. ಉದಯರವಿ ಎಸ್. ಎ. ಅವರ ಮಾರ್ಗದರ್ಶನದಲ್ಲಿ 'ದಿ ಪ್ಯಾಸ್ಟ್ ಎಕ್ಸ್‌ಪೀರಿಯನ್ಸ್ ಇನ್ ಅಕ್ಬರ್ ಅಂಡ್ ಅಮೇರಿಕನ್ ಲಿಟರೇಚರ್' ಎಂಬ ಸಂಶೋಧನ ಪ್ರಬಂಧವನ್ನು ಸಿದ್ಧಪಡಿಸಿ ಮಂಡಿಸಿದ್ದರು. bbox=[330, 1009, 473, 1094]
